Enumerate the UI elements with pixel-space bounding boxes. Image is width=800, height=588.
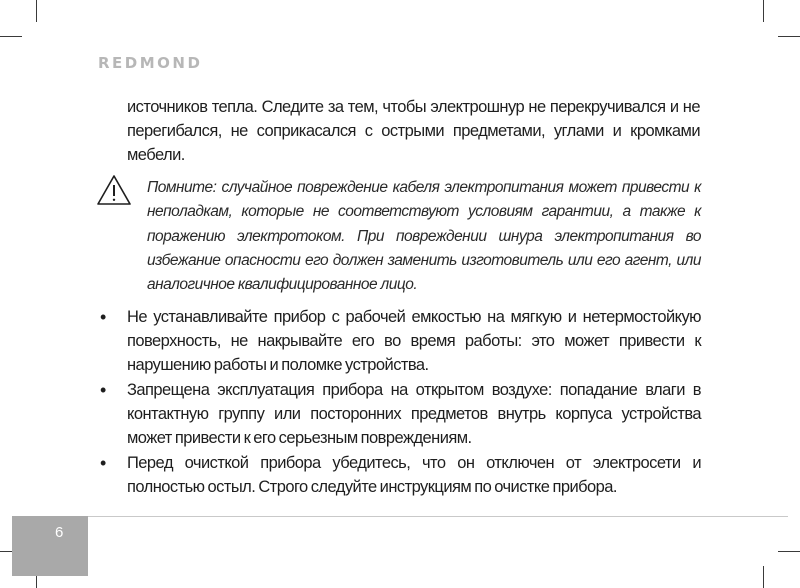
warning-note: Помните: случайное повреждение кабеля электропитания может привести к неполадкам, которые не соответствуют условиям гарантии, а также к поражению электротоком. При повреждении шнура электропитания во избежание опасности его должен заменить изготовитель или его агент, или аналогичное квалифицированное лицо. [147,179,701,294]
bullet-marker: • [100,380,106,400]
crop-mark [778,551,800,552]
bullet-marker: • [100,307,106,327]
list-item [100,378,701,450]
warning-triangle-icon [96,174,132,206]
crop-mark [0,36,22,37]
crop-mark [763,0,764,22]
list-item-text: Запрещена эксплуатация прибора на открытом воздухе: попадание влаги в контактную группу или посторонних предметов внутрь корпуса устройства может привести к его серьезным повреждениям. [127,381,701,447]
crop-mark [778,36,800,37]
page-number-box [12,516,88,576]
brand-logo: REDMOND [98,54,203,72]
continued-paragraph: источников тепла. Следите за тем, чтобы электрошнур не перекручивался и не перегибался, не соприкасался с острыми предметами, углами и кромками мебели. [127,98,700,164]
instruction-list [100,305,701,500]
page-number: 6 [55,524,64,541]
list-item-text: Перед очисткой прибора убедитесь, что он отключен от электросети и полностью остыл. Строго следуйте инструкциям по очистке прибора. [127,454,701,496]
bullet-marker: • [100,453,106,473]
list-item [100,305,701,377]
footer-divider [88,516,788,517]
list-item-text: Не устанавливайте прибор с рабочей емкостью на мягкую и нетермостойкую поверхность, не накрывайте его во время работы: это может привести к нарушению работы и поломке устройства. [127,308,701,374]
list-item [100,451,701,499]
crop-mark [36,0,37,22]
crop-mark [763,566,764,588]
